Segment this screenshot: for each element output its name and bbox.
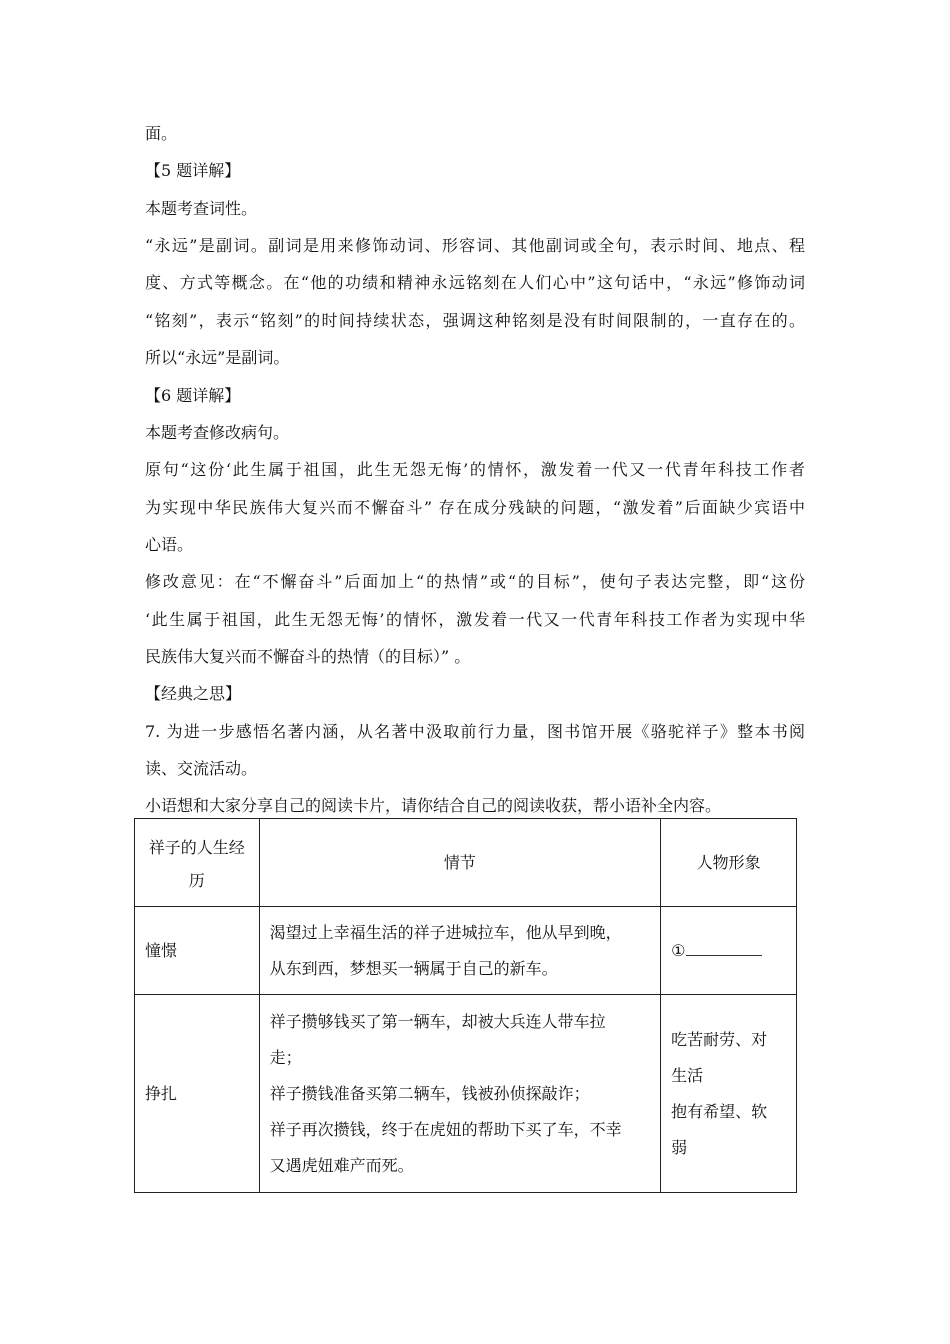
text-line: “永远”是副词。副词是用来修饰动词、形容词、其他副词或全句，表示时间、地点、程 <box>145 236 805 255</box>
header-cell-character <box>661 819 797 907</box>
section-heading: 【5 题详解】 <box>145 161 241 180</box>
reading-card-table <box>134 818 797 1193</box>
character-line: 弱 <box>671 1137 688 1157</box>
character-line: 抱有希望、软 <box>671 1101 768 1121</box>
header-experience-line-1: 祥子的人生经 <box>148 837 245 857</box>
question-text: 小语想和大家分享自己的阅读卡片，请你结合自己的阅读收获，帮小语补全内容。 <box>145 796 722 815</box>
text-line: 民族伟大复兴而不懈奋斗的热情（的目标）” 。 <box>145 647 471 666</box>
section-heading: 【6 题详解】 <box>145 386 241 405</box>
blank-line <box>686 941 762 956</box>
stage-cell <box>135 907 260 995</box>
plot-line: 从东到西，梦想买一辆属于自己的新车。 <box>269 958 558 978</box>
text-line: 度、方式等概念。在“他的功绩和精神永远铭刻在人们心中”这句话中，“永远”修饰动词 <box>145 273 805 292</box>
blank-number: ① <box>671 940 686 960</box>
question-text: 7. 为进一步感悟名著内涵，从名著中汲取前行力量，图书馆开展《骆驼祥子》整本书阅 <box>145 722 805 741</box>
text-line: 修改意见：在“不懈奋斗”后面加上“的热情”或“的目标”，使句子表达完整，即“这份 <box>145 572 805 591</box>
plot-line: 祥子攒够钱买了第一辆车，却被大兵连人带车拉 <box>269 1011 606 1031</box>
header-cell-experience <box>135 819 260 907</box>
text-line: 心语。 <box>145 535 194 554</box>
plot-line: 祥子再次攒钱，终于在虎妞的帮助下买了车，不幸 <box>269 1119 622 1139</box>
table-row <box>135 907 797 995</box>
table-header-row <box>135 819 797 907</box>
plot-line: 又遇虎妞难产而死。 <box>269 1155 414 1175</box>
text-line: 所以“永远”是副词。 <box>145 348 290 367</box>
plot-line: 渴望过上幸福生活的祥子进城拉车，他从早到晚， <box>269 922 622 942</box>
header-experience-line-2: 历 <box>188 870 205 890</box>
text-line: ‘此生属于祖国，此生无怨无悔’的情怀，激发着一代又一代青年科技工作者为实现中华 <box>145 610 805 629</box>
header-cell-plot <box>259 819 661 907</box>
header-character: 人物形象 <box>696 852 761 872</box>
text-line: 原句“这份‘此生属于祖国，此生无怨无悔’的情怀，激发着一代又一代青年科技工作者 <box>145 460 805 479</box>
plot-cell <box>259 907 661 995</box>
text-line: 面。 <box>145 124 178 143</box>
text-line: 为实现中华民族伟大复兴而不懈奋斗” 存在成分残缺的问题，“激发着”后面缺少宾语中 <box>145 498 805 517</box>
text-line: 本题考查词性。 <box>145 199 258 218</box>
header-plot: 情节 <box>443 852 476 872</box>
plot-line: 祥子攒钱准备买第二辆车，钱被孙侦探敲诈； <box>269 1083 590 1103</box>
text-line: “铭刻”，表示“铭刻”的时间持续状态，强调这种铭刻是没有时间限制的，一直存在的。 <box>145 311 805 330</box>
answer-blank-1 <box>661 933 796 969</box>
stage-label: 挣扎 <box>145 1083 178 1103</box>
question-text: 读、交流活动。 <box>145 759 258 778</box>
character-cell <box>661 995 797 1193</box>
table-row <box>135 995 797 1193</box>
stage-cell <box>135 995 260 1193</box>
section-heading: 【经典之思】 <box>145 684 242 703</box>
character-cell <box>661 907 797 995</box>
stage-label: 憧憬 <box>145 940 178 960</box>
plot-line: 走； <box>269 1047 302 1067</box>
character-line: 吃苦耐劳、对 <box>671 1029 768 1049</box>
text-line: 本题考查修改病句。 <box>145 423 290 442</box>
plot-cell <box>259 995 661 1193</box>
character-line: 生活 <box>671 1065 704 1085</box>
